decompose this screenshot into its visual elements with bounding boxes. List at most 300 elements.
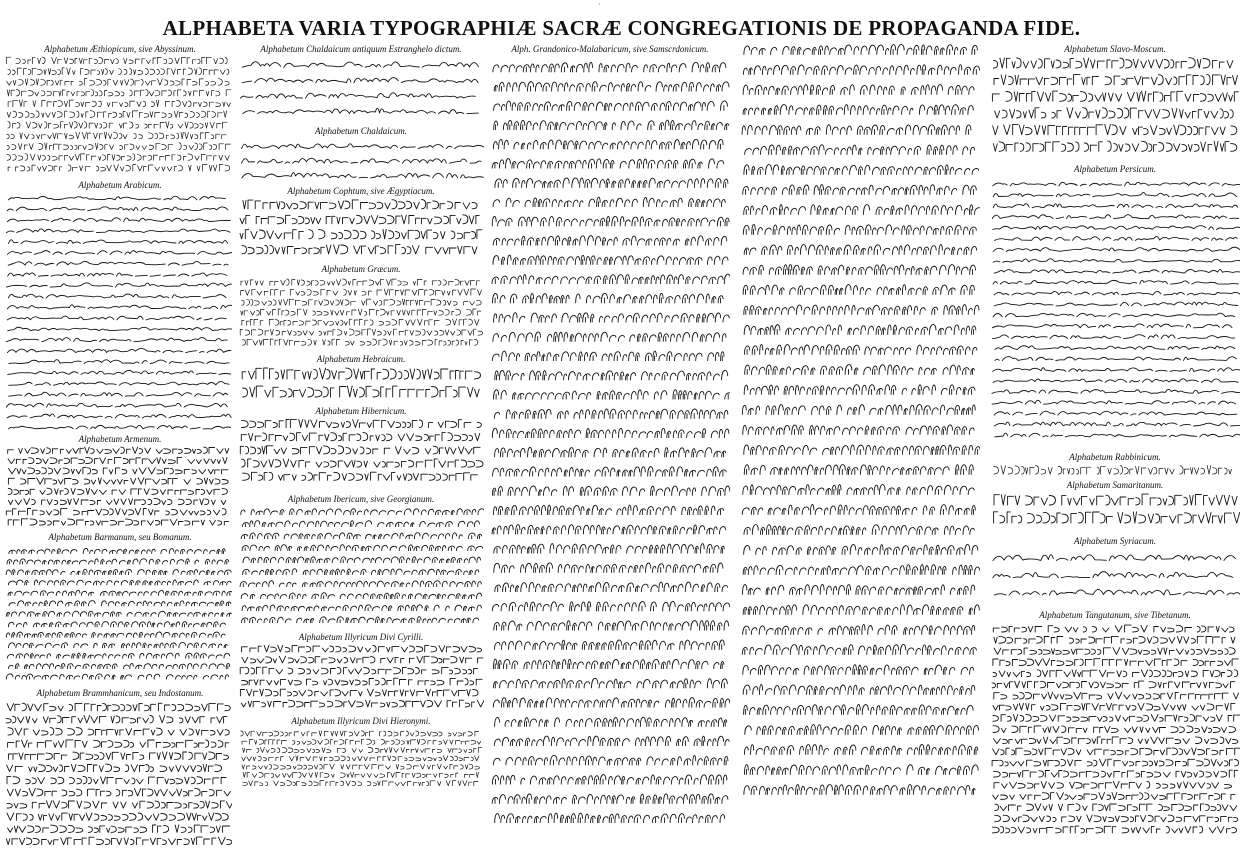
specimen-line xyxy=(241,279,480,285)
specimen-line xyxy=(242,420,482,428)
specimen-glyphs xyxy=(4,446,232,528)
specimen-line xyxy=(7,764,222,772)
specimen-line xyxy=(242,158,482,163)
specimen-line xyxy=(240,329,483,335)
specimen-line xyxy=(241,731,479,736)
specimen-grandonico-1 xyxy=(490,58,730,828)
specimen-line xyxy=(493,332,726,341)
specimen-line xyxy=(8,622,225,627)
specimen-line xyxy=(993,726,1236,733)
specimen-line xyxy=(993,259,1240,263)
page-mark: · xyxy=(598,0,601,9)
specimen-line xyxy=(743,665,974,675)
specimen-tangutanum xyxy=(990,624,1240,836)
specimen-line xyxy=(7,251,232,255)
specimen-line xyxy=(7,788,230,796)
section-title-illyricum-cyrilli: Alphabetum Illyricum Divi Cyrilli. xyxy=(298,632,424,642)
specimen-line xyxy=(994,411,1237,415)
specimen-line xyxy=(995,346,1235,350)
specimen-line xyxy=(992,759,1238,766)
specimen-line xyxy=(994,636,1235,643)
specimen-line xyxy=(994,302,1238,306)
specimen-line xyxy=(494,621,729,630)
specimen-line xyxy=(241,593,481,599)
specimen-hebraicum xyxy=(238,366,484,402)
specimen-line xyxy=(243,200,477,209)
specimen-glyphs xyxy=(740,40,980,800)
specimen-line xyxy=(8,825,230,832)
specimen-grandonico-2 xyxy=(740,40,980,800)
specimen-line xyxy=(495,640,725,649)
specimen-line xyxy=(243,569,479,575)
specimen-line xyxy=(8,273,227,276)
specimen-line xyxy=(6,509,226,515)
specimen-chaldaicum-antiquum xyxy=(238,56,484,118)
specimen-line xyxy=(6,283,232,287)
specimen-line xyxy=(493,467,727,476)
specimen-line xyxy=(992,324,1235,328)
section-title-arabicum: Alphabetum Arabicum. xyxy=(78,180,162,190)
specimen-line xyxy=(242,605,481,611)
specimen-ibericum xyxy=(238,506,484,626)
specimen-line xyxy=(242,545,483,551)
specimen-line xyxy=(242,645,482,652)
specimen-glyphs xyxy=(490,58,730,828)
specimen-line xyxy=(242,78,478,83)
specimen-line xyxy=(242,368,480,379)
specimen-line xyxy=(492,216,729,226)
specimen-line xyxy=(9,425,231,429)
specimen-line xyxy=(495,717,727,726)
specimen-line xyxy=(9,643,228,648)
specimen-illyricum-cyrilli xyxy=(238,644,484,710)
specimen-glyphs xyxy=(990,178,1240,440)
specimen-line xyxy=(494,390,731,399)
specimen-line xyxy=(993,204,1238,208)
specimen-line xyxy=(993,182,1240,186)
specimen-line xyxy=(743,425,974,435)
specimen-hibernicum xyxy=(238,418,484,484)
specimen-line xyxy=(744,744,977,754)
specimen-line xyxy=(993,670,1238,677)
specimen-line xyxy=(743,85,974,95)
specimen-glyphs xyxy=(990,548,1240,600)
specimen-line xyxy=(493,678,727,688)
specimen-glyphs xyxy=(990,464,1240,478)
specimen-line xyxy=(240,581,481,587)
specimen-line xyxy=(493,139,723,149)
specimen-line xyxy=(9,360,229,364)
specimen-glyphs xyxy=(238,418,484,484)
specimen-line xyxy=(993,793,1235,800)
specimen-line xyxy=(7,703,230,711)
specimen-line xyxy=(995,108,1234,118)
section-title-cophtum: Alphabetum Cophtum, sive Ægyptiacum. xyxy=(287,186,435,196)
specimen-line xyxy=(8,100,231,107)
specimen-line xyxy=(8,590,232,595)
specimen-line xyxy=(492,428,729,437)
specimen-line xyxy=(992,681,1235,688)
specimen-glyphs xyxy=(4,546,232,682)
specimen-line xyxy=(995,357,1236,361)
specimen-line xyxy=(242,319,479,325)
specimen-line xyxy=(995,236,1238,240)
specimen-line xyxy=(992,826,1236,833)
specimen-glyphs xyxy=(238,730,484,788)
specimen-line xyxy=(994,291,1240,295)
specimen-line xyxy=(7,79,229,86)
specimen-line xyxy=(7,111,227,118)
specimen-glyphs xyxy=(238,56,484,118)
specimen-line xyxy=(7,349,231,353)
specimen-line xyxy=(993,141,1236,151)
specimen-line xyxy=(994,648,1235,655)
specimen-line xyxy=(243,781,479,786)
specimen-line xyxy=(242,756,479,761)
specimen-line xyxy=(6,611,232,616)
specimen-line xyxy=(8,519,228,525)
section-title-armenum: Alphabetum Armenum. xyxy=(78,434,162,444)
specimen-line xyxy=(242,299,482,305)
specimen-line xyxy=(993,368,1240,372)
specimen-line xyxy=(743,105,973,115)
specimen-line xyxy=(7,559,229,564)
specimen-line xyxy=(241,309,481,315)
specimen-glyphs xyxy=(990,492,1240,528)
specimen-line xyxy=(493,293,724,303)
specimen-line xyxy=(6,57,227,64)
specimen-line xyxy=(992,389,1240,393)
specimen-line xyxy=(744,525,974,535)
specimen-line xyxy=(6,674,228,679)
specimen-line xyxy=(993,703,1235,710)
specimen-line xyxy=(743,624,975,634)
specimen-line xyxy=(7,90,231,96)
section-title-hebraicum: Alphabetum Hebraicum. xyxy=(316,354,406,364)
specimen-line xyxy=(993,193,1236,197)
specimen-line xyxy=(743,565,979,575)
specimen-line xyxy=(494,544,724,553)
specimen-line xyxy=(744,205,980,215)
specimen-line xyxy=(493,62,726,72)
specimen-line xyxy=(243,772,479,777)
specimen-line xyxy=(9,548,225,553)
specimen-line xyxy=(8,122,227,129)
specimen-line xyxy=(8,498,225,504)
specimen-line xyxy=(492,601,730,610)
specimen-line xyxy=(494,313,730,322)
specimen-chaldaicum xyxy=(238,138,484,182)
section-title-hibernicum: Alphabetum Hibernicum. xyxy=(315,406,407,416)
specimen-line xyxy=(744,465,973,475)
specimen-line xyxy=(993,124,1237,134)
specimen-line xyxy=(994,512,1240,523)
specimen-persicum xyxy=(990,178,1240,440)
specimen-line xyxy=(6,632,225,637)
specimen-line xyxy=(494,120,729,129)
specimen-line xyxy=(7,218,230,222)
specimen-line xyxy=(994,494,1237,505)
specimen-glyphs xyxy=(238,644,484,710)
specimen-line xyxy=(8,294,226,298)
specimen-line xyxy=(492,274,730,283)
specimen-line xyxy=(242,459,483,467)
specimen-line xyxy=(744,445,980,454)
specimen-line xyxy=(6,715,227,723)
specimen-line xyxy=(743,605,979,615)
specimen-glyphs xyxy=(4,702,232,848)
specimen-line xyxy=(745,365,975,375)
specimen-glyphs xyxy=(4,56,232,174)
specimen-line xyxy=(993,335,1235,339)
section-title-samaritanum: Alphabetum Samaritanum. xyxy=(1066,480,1164,490)
specimen-aethiopicum xyxy=(4,56,232,174)
section-title-ibericum: Alphabetum Ibericum, sive Georgianum. xyxy=(287,494,435,504)
specimen-rabbinicum xyxy=(990,464,1240,478)
specimen-line xyxy=(994,422,1239,426)
specimen-line xyxy=(992,215,1238,219)
specimen-line xyxy=(743,185,977,195)
specimen-line xyxy=(493,698,730,707)
specimen-line xyxy=(492,525,725,534)
specimen-line xyxy=(7,316,226,320)
specimen-glyphs xyxy=(238,138,484,182)
specimen-brammhanicum xyxy=(4,702,232,848)
specimen-line xyxy=(744,785,975,795)
specimen-line xyxy=(993,226,1240,230)
specimen-line xyxy=(240,689,478,696)
specimen-line xyxy=(993,555,1235,561)
specimen-line xyxy=(992,400,1235,404)
specimen-line xyxy=(993,379,1238,383)
specimen-line xyxy=(492,351,724,360)
specimen-line xyxy=(994,74,1238,84)
specimen-line xyxy=(6,229,230,233)
specimen-line xyxy=(8,457,227,463)
specimen-line xyxy=(243,339,478,345)
section-title-barmanum: Alphabetum Barmanum, seu Bomanum. xyxy=(48,532,192,542)
specimen-line xyxy=(994,589,1240,595)
section-title-aethiopicum: Alphabetum Æthiopicum, sive Abyssinum. xyxy=(44,44,196,54)
specimen-line xyxy=(744,44,978,54)
specimen-line xyxy=(993,280,1238,284)
specimen-line xyxy=(744,385,975,395)
specimen-illyricum-hieronymi xyxy=(238,730,484,788)
specimen-line xyxy=(243,386,480,397)
specimen-line xyxy=(7,813,228,820)
specimen-glyphs xyxy=(238,278,484,348)
specimen-line xyxy=(6,403,227,407)
specimen-line xyxy=(242,144,484,149)
specimen-line xyxy=(994,781,1232,788)
specimen-line xyxy=(240,230,482,239)
section-title-persicum: Alphabetum Persicum. xyxy=(1074,164,1156,174)
specimen-line xyxy=(8,327,232,331)
section-title-chaldaicum: Alphabetum Chaldaicum. xyxy=(315,126,407,136)
specimen-line xyxy=(9,196,229,200)
specimen-line xyxy=(7,414,231,418)
specimen-arabicum xyxy=(4,192,232,432)
specimen-line xyxy=(993,572,1236,578)
specimen-line xyxy=(492,486,729,495)
specimen-line xyxy=(493,755,728,765)
specimen-line xyxy=(493,236,727,245)
specimen-cophtum xyxy=(238,198,484,258)
specimen-line xyxy=(742,504,975,514)
specimen-line xyxy=(242,173,484,178)
specimen-line xyxy=(744,165,979,175)
specimen-glyphs xyxy=(4,192,232,432)
specimen-line xyxy=(492,794,728,804)
specimen-glyphs xyxy=(238,366,484,402)
specimen-line xyxy=(745,765,979,775)
specimen-glyphs xyxy=(238,506,484,626)
specimen-line xyxy=(8,488,227,494)
section-title-grandonico: Alph. Grandonico-Malabaricum, sive Samscrdonicum. xyxy=(511,44,709,54)
specimen-line xyxy=(743,285,974,295)
specimen-line xyxy=(744,305,979,315)
specimen-line xyxy=(995,804,1237,811)
specimen-line xyxy=(742,644,976,654)
specimen-line xyxy=(993,770,1238,777)
specimen-line xyxy=(7,653,229,658)
specimen-line xyxy=(9,601,231,606)
section-title-chaldaicum-antiquum: Alphabetum Chaldaicum antiquum Estranghelo dictum. xyxy=(260,44,462,54)
specimen-line xyxy=(8,740,229,747)
specimen-barmanum xyxy=(4,546,232,682)
specimen-line xyxy=(242,62,478,67)
specimen-line xyxy=(744,544,978,554)
specimen-line xyxy=(241,700,484,707)
section-title-tangutanum: Alphabetum Tangutanum, sive Tibetanum. xyxy=(1039,610,1191,620)
specimen-line xyxy=(8,580,231,585)
specimen-line xyxy=(995,433,1240,437)
specimen-line xyxy=(743,65,979,75)
specimen-line xyxy=(7,801,232,808)
specimen-line xyxy=(993,737,1238,744)
specimen-line xyxy=(8,478,228,484)
specimen-line xyxy=(494,101,728,110)
specimen-line xyxy=(7,143,230,150)
specimen-glyphs xyxy=(990,56,1240,156)
specimen-line xyxy=(8,447,229,453)
specimen-line xyxy=(994,692,1239,699)
specimen-line xyxy=(8,261,228,265)
specimen-line xyxy=(6,569,231,574)
specimen-line xyxy=(7,305,232,309)
specimen-line xyxy=(9,468,228,474)
specimen-line xyxy=(993,659,1238,666)
section-title-brammhanicum: Alphabetum Brammhanicum, seu Indostanum. xyxy=(36,688,204,698)
section-title-graecum: Alphabetum Græcum. xyxy=(321,264,401,274)
specimen-line xyxy=(744,324,976,334)
specimen-armenum xyxy=(4,446,232,528)
specimen-line xyxy=(9,382,232,386)
specimen-line xyxy=(243,747,482,752)
specimen-line xyxy=(494,563,723,573)
specimen-line xyxy=(743,265,975,275)
specimen-line xyxy=(242,617,479,623)
specimen-graecum xyxy=(238,278,484,348)
specimen-line xyxy=(8,728,229,736)
specimen-line xyxy=(240,215,479,224)
specimen-line xyxy=(495,813,725,822)
specimen-slavo-moscum xyxy=(990,56,1240,156)
specimen-line xyxy=(9,663,230,668)
specimen-line xyxy=(241,93,479,98)
specimen-line xyxy=(242,656,483,663)
specimen-line xyxy=(993,58,1233,68)
specimen-line xyxy=(993,625,1234,632)
specimen-line xyxy=(243,472,478,480)
specimen-line xyxy=(495,370,728,380)
specimen-line xyxy=(243,557,480,563)
specimen-line xyxy=(241,289,482,295)
specimen-line xyxy=(492,159,724,168)
specimen-line xyxy=(8,68,229,75)
specimen-line xyxy=(743,485,974,495)
page-title: ALPHABETA VARIA TYPOGRAPHIÆ SACRÆ CONGREGATIONIS DE PROPAGANDA FIDE. xyxy=(162,16,1081,40)
specimen-syriacum xyxy=(990,548,1240,600)
specimen-line xyxy=(494,736,729,745)
section-title-rabbinicum: Alphabetum Rabbinicum. xyxy=(1069,452,1161,462)
specimen-line xyxy=(995,815,1238,822)
specimen-line xyxy=(241,533,481,539)
specimen-glyphs xyxy=(238,198,484,258)
specimen-line xyxy=(744,344,977,354)
specimen-line xyxy=(6,337,227,341)
specimen-line xyxy=(744,704,974,714)
specimen-line xyxy=(493,197,725,206)
specimen-line xyxy=(492,775,727,785)
specimen-line xyxy=(7,207,228,211)
specimen-line xyxy=(241,433,479,441)
specimen-line xyxy=(744,245,976,255)
section-title-slavo-moscum: Alphabetum Slavo-Moscum. xyxy=(1064,44,1166,54)
specimen-line xyxy=(8,752,228,760)
specimen-line xyxy=(743,584,975,594)
specimen-line xyxy=(743,684,975,694)
specimen-glyphs xyxy=(990,624,1240,836)
specimen-line xyxy=(242,739,481,744)
specimen-line xyxy=(994,466,1232,475)
section-title-illyricum-hieronymi: Alphabetum Illyricum Divi Hieronymi. xyxy=(291,716,431,726)
specimen-line xyxy=(9,392,228,396)
specimen-line xyxy=(242,678,482,685)
specimen-line xyxy=(7,154,229,161)
specimen-line xyxy=(242,245,477,254)
specimen-line xyxy=(495,582,728,592)
specimen-line xyxy=(7,132,226,139)
section-title-syriacum: Alphabetum Syriacum. xyxy=(1074,536,1156,546)
specimen-line xyxy=(242,764,479,769)
specimen-line xyxy=(992,91,1238,101)
specimen-line xyxy=(495,178,728,187)
specimen-line xyxy=(9,240,228,244)
specimen-line xyxy=(495,447,726,457)
specimen-line xyxy=(6,837,232,845)
specimen-line xyxy=(742,404,975,414)
specimen-line xyxy=(993,714,1240,721)
specimen-line xyxy=(240,446,480,454)
specimen-line xyxy=(493,255,728,264)
specimen-line xyxy=(494,409,728,418)
specimen-line xyxy=(743,224,976,234)
specimen-line xyxy=(993,748,1240,755)
specimen-line xyxy=(240,667,477,674)
specimen-line xyxy=(243,108,479,113)
specimen-line xyxy=(8,164,230,171)
